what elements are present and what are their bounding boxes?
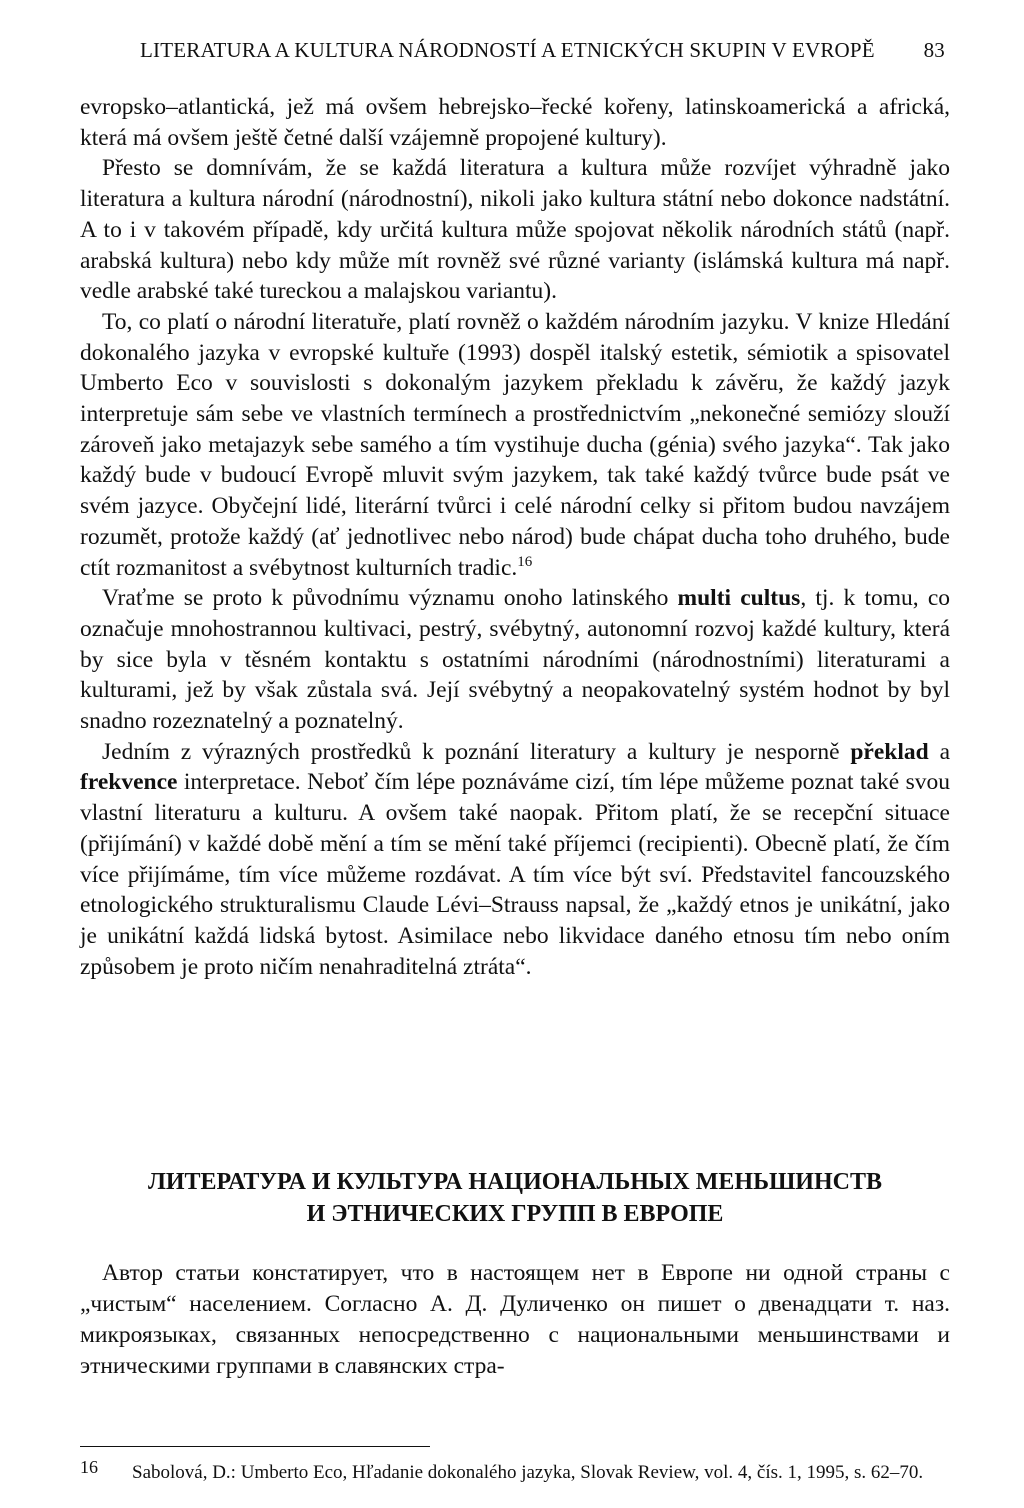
running-header xyxy=(140,38,945,63)
russian-section-title xyxy=(80,1166,950,1230)
paragraph-1: evropsko–atlantická, jež má ovšem hebrejsko–řecké kořeny, latinskoamerická a africká, která má ovšem ještě četné další vzájemně propojené kultury). xyxy=(80,94,950,151)
paragraph-2: Přesto se domnívám, že se každá literatura a kultura může rozvíjet výhradně jako literatura a kultura národní (národnostní), nikoli jako kultura státní nebo dokonce nadstátní. A to i v takovém případě, kdy určitá kultura může spojovat několik národních států (např. arabská kultura) nebo kdy může mít rovněž své různé varianty (islámská kultura má např. vedle arabské také tureckou a malajskou variantu). xyxy=(80,155,950,305)
header-title: LITERATURA A KULTURA NÁRODNOSTÍ A ETNICKÝCH SKUPIN V EVROPĚ xyxy=(140,38,875,62)
footnote-divider xyxy=(80,1446,430,1447)
russian-abstract xyxy=(80,1258,950,1382)
footnote xyxy=(80,1457,950,1486)
footnote-number: 16 xyxy=(80,1457,98,1477)
term-preklad: překlad xyxy=(850,738,929,765)
russian-title-line-2: И ЭТНИЧЕСКИХ ГРУПП В ЕВРОПЕ xyxy=(306,1201,724,1227)
footnote-text: Sabolová, D.: Umberto Eco, Hľadanie dokonalého jazyka, Slovak Review, vol. 4, čís. 1, 1995, s. 62–70. xyxy=(132,1462,924,1483)
paragraph-5-text-c: interpretace. Neboť čím lépe poznáváme cizí, tím lépe můžeme poznat také svou vlastní literaturu a kulturu. A ovšem také naopak. Přitom platí, že se recepční situace (přijímání) v každé době mění a tím se mění také příjemci (recipienti). Obecně platí, že čím více přijímáme, tím více můžeme rozdávat. A tím více být sví. Představitel fancouzského etnologického strukturalismu Claude Lévi–Strauss napsal, že „každý etnos je unikátní, jako je unikátní každá lidská bytost. Asimilace nebo likvidace daného etnosu tím nebo oním způsobem je proto ničím nenahraditelná ztráta“. xyxy=(80,769,950,980)
russian-title-line-1: ЛИТЕРАТУРА И КУЛЬТУРА НАЦИОНАЛЬНЫХ МЕНЬШИНСТВ xyxy=(147,1169,882,1195)
paragraph-5 xyxy=(80,737,950,983)
term-multi-cultus: multi cultus xyxy=(677,585,801,612)
page-number: 83 xyxy=(923,38,945,62)
paragraph-4 xyxy=(80,583,950,737)
paragraph-3-text: To, co platí o národní literatuře, platí rovněž o každém národním jazyku. V knize Hledání dokonalého jazyka v evropské kultuře (1993) dospěl italský estetik, sémiotik a spisovatel Umberto Eco v souvislosti s dokonalým jazykem překladu k závěru, že každý jazyk interpretuje sám sebe ve vlastních termínech a prostřednictvím „nekonečné semiózy slouží zároveň jako metajazyk sebe samého a tím vystihuje ducha (génia) svého jazyka“. Tak jako každý bude v budoucí Evropě mluvit svým jazykem, tak také každý tvůrce bude psát ve svém jazyce. Obyčejní lidé, literární tvůrci i celé národní celky si přitom budou navzájem rozumět, protože každý (ať jednotlivec nebo národ) bude chápat ducha toho druhého, bude ctít rozmanitost a svébytnost kulturních tradic. xyxy=(80,308,950,581)
russian-abstract-paragraph: Автор статьи констатирует, что в настоящем нет в Европе ни одной страны с „чистым“ населением. Согласно А. Д. Дуличенко он пишет о двенадцати т. наз. микроязыках, связанных непосредственно с национальными меньшинствами и этническими группами в славянских стра- xyxy=(80,1260,950,1379)
paragraph-4-text-a: Vraťme se proto k původnímu významu onoho latinského xyxy=(102,585,678,612)
footnote-reference: 16 xyxy=(517,553,533,570)
paragraph-5-text-a: Jedním z výrazných prostředků k poznání literatury a kultury je nesporně xyxy=(102,738,851,765)
main-text xyxy=(80,92,950,982)
term-frekvence: frekvence xyxy=(80,769,178,796)
paragraph-4-text-b: , tj. k tomu, co označuje mnohostrannou kultivaci, pestrý, svébytný, autonomní rozvoj každé kultury, která by sice byla v těsném kontaktu s ostatními národními (národnostními) literaturami a kulturami, jež by však zůstala svá. Její svébytný a neopakovatelný systém hodnot by byl snadno rozeznatelný a poznatelný. xyxy=(80,585,950,735)
paragraph-3 xyxy=(80,307,950,583)
paragraph-5-text-b: a xyxy=(928,738,950,765)
